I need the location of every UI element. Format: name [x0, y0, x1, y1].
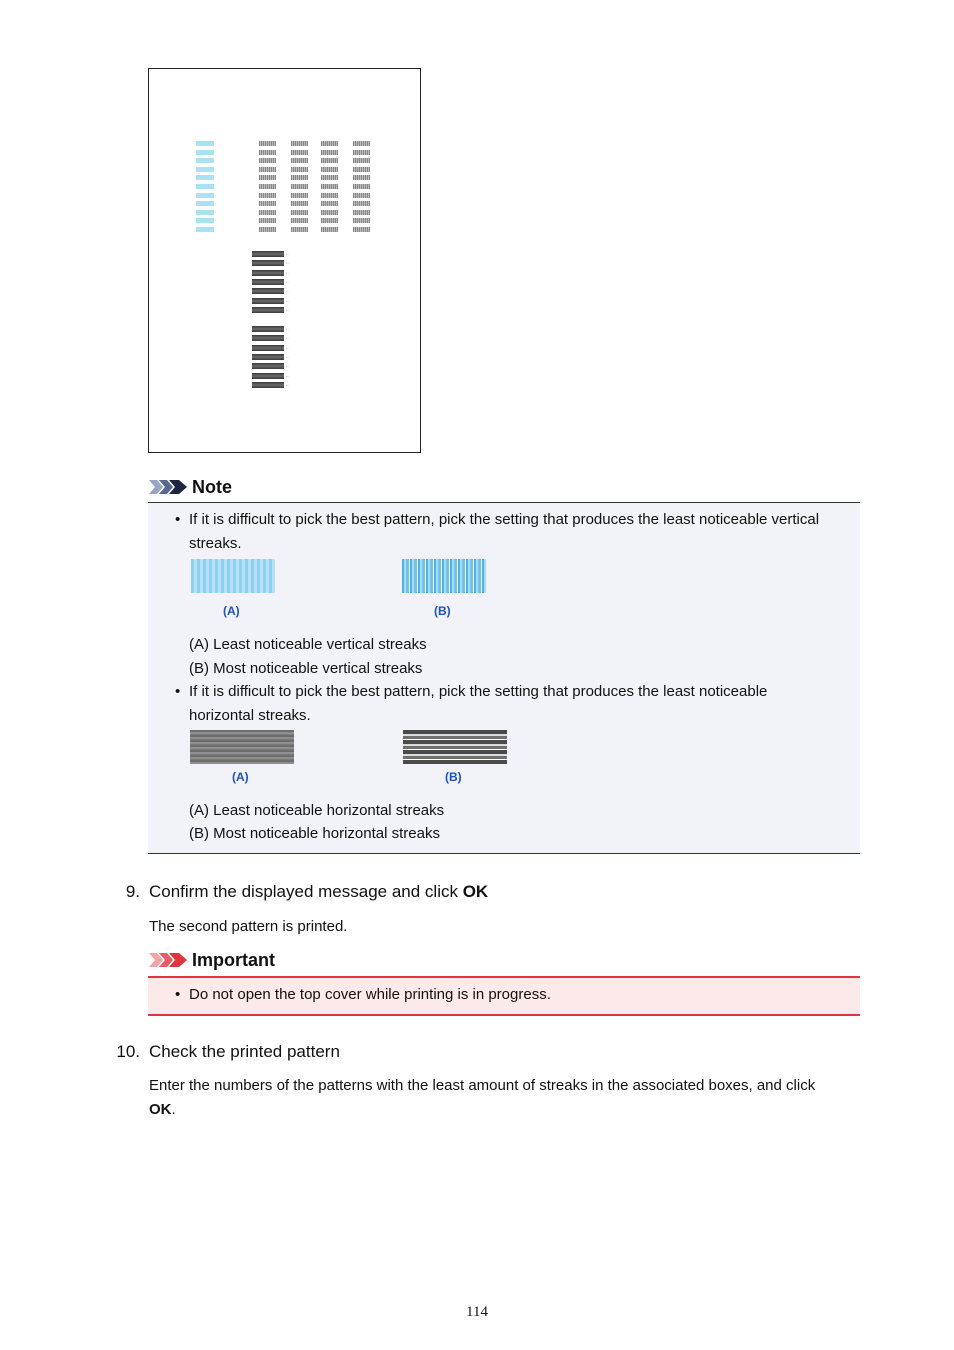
pattern-patch	[353, 167, 370, 172]
pattern-patch	[353, 210, 370, 215]
arrow-marker: ←	[285, 372, 290, 379]
pattern-patch	[252, 251, 284, 257]
important-title: Important	[192, 950, 275, 970]
pattern-patch	[259, 184, 276, 189]
pattern-patch	[196, 175, 214, 180]
pattern-patch	[321, 184, 338, 189]
arrow-marker: ←	[285, 326, 290, 332]
pattern-patch	[252, 335, 284, 341]
note-bullet-1-cont: streaks.	[189, 535, 242, 552]
pattern-patch	[291, 201, 308, 206]
pattern-patch	[291, 218, 308, 223]
pattern-patch	[252, 363, 284, 369]
arrow-marker: ←	[285, 363, 290, 370]
pattern-patch	[252, 288, 284, 294]
pattern-patch	[353, 184, 370, 189]
pattern-patch	[259, 193, 276, 198]
bullet-glyph: •	[175, 683, 181, 700]
pattern-patch	[252, 298, 284, 304]
step-9-title	[149, 881, 488, 903]
pattern-patch	[353, 193, 370, 198]
horizontal-caption-a: (A)	[232, 770, 249, 784]
pattern-patch	[252, 260, 284, 266]
step-10-body-line1: Enter the numbers of the patterns with the least amount of streaks in the associated boxes, and click	[149, 1077, 816, 1094]
pattern-patch	[353, 150, 370, 155]
pattern-patch	[291, 193, 308, 198]
pattern-patch	[353, 158, 370, 163]
pattern-patch	[196, 193, 214, 198]
pattern-patch	[252, 279, 284, 285]
pattern-patch	[321, 141, 338, 146]
pattern-patch	[196, 210, 214, 215]
arrow-marker: ←	[285, 381, 290, 388]
arrow-marker: ←	[285, 288, 290, 295]
pattern-patch	[291, 227, 308, 232]
pattern-patch	[353, 175, 370, 180]
pattern-patch	[252, 307, 284, 313]
important-box	[148, 976, 860, 1016]
pattern-patch	[259, 218, 276, 223]
pattern-patch	[321, 227, 338, 232]
pattern-patch	[353, 141, 370, 146]
note-title: Note	[192, 477, 232, 497]
vertical-desc-a: (A) Least noticeable vertical streaks	[189, 636, 427, 653]
ok-keyword: OK	[462, 882, 489, 901]
pattern-patch	[291, 150, 308, 155]
pattern-patch	[321, 150, 338, 155]
pattern-patch	[259, 150, 276, 155]
pattern-patch	[196, 218, 214, 223]
period: .	[171, 1101, 176, 1118]
pattern-patch	[196, 141, 214, 146]
pattern-patch	[196, 158, 214, 163]
arrow-marker: ←	[285, 335, 290, 342]
pattern-patch	[259, 175, 276, 180]
arrow-marker: ←	[285, 269, 290, 276]
note-bullet-1: If it is difficult to pick the best pattern, pick the setting that produces the least noticeable vertical	[189, 511, 820, 528]
pattern-patch	[196, 201, 214, 206]
vertical-caption-b: (B)	[434, 604, 451, 618]
note-bullet-2-cont: horizontal streaks.	[189, 707, 311, 724]
pattern-patch	[252, 382, 284, 388]
pattern-patch	[353, 201, 370, 206]
pattern-patch	[252, 345, 284, 351]
pattern-patch	[252, 326, 284, 332]
arrow-marker: ←	[285, 306, 290, 313]
ok-keyword: OK	[149, 1101, 172, 1118]
pattern-patch	[291, 210, 308, 215]
pattern-patch	[259, 158, 276, 163]
step-10-title: Check the printed pattern	[149, 1042, 340, 1061]
pattern-patch	[321, 158, 338, 163]
pattern-patch	[259, 167, 276, 172]
pattern-patch	[196, 150, 214, 155]
page-number: 114	[466, 1304, 488, 1320]
arrow-marker: ←	[285, 260, 290, 267]
pattern-patch	[321, 167, 338, 172]
note-chevrons-icon	[149, 479, 189, 495]
bullet-glyph: •	[175, 986, 181, 1003]
pattern-patch	[196, 184, 214, 189]
pattern-patch	[291, 158, 308, 163]
step-10-body-line2	[149, 1098, 176, 1122]
vertical-streak-sample-b	[402, 559, 486, 593]
vertical-streak-sample-a	[191, 559, 275, 593]
horizontal-streak-sample-a	[190, 730, 294, 764]
important-chevrons-icon	[149, 952, 189, 968]
arrow-marker: ←	[285, 353, 290, 360]
pattern-patch	[321, 193, 338, 198]
note-bullet-2: If it is difficult to pick the best pattern, pick the setting that produces the least noticeable	[189, 683, 768, 700]
pattern-patch	[196, 167, 214, 172]
horizontal-streak-sample-b	[403, 730, 507, 764]
pattern-patch	[291, 175, 308, 180]
pattern-patch	[252, 373, 284, 379]
pattern-patch	[196, 227, 214, 232]
note-box	[148, 502, 860, 854]
pattern-patch	[353, 227, 370, 232]
pattern-patch	[259, 141, 276, 146]
step-9-title-text: Confirm the displayed message and click	[149, 882, 463, 901]
arrow-marker: ←	[285, 251, 290, 257]
pattern-patch	[321, 210, 338, 215]
important-bullet: Do not open the top cover while printing is in progress.	[189, 986, 551, 1003]
horizontal-caption-b: (B)	[445, 770, 462, 784]
bullet-glyph: •	[175, 511, 181, 528]
step-number: 9.	[125, 882, 140, 901]
arrow-marker: ←	[285, 344, 290, 351]
vertical-desc-b: (B) Most noticeable vertical streaks	[189, 660, 423, 677]
pattern-patch	[321, 175, 338, 180]
horizontal-desc-a: (A) Least noticeable horizontal streaks	[189, 802, 445, 819]
arrow-marker: ←	[285, 278, 290, 285]
step-number: 10.	[116, 1042, 140, 1061]
pattern-patch	[252, 354, 284, 360]
pattern-patch	[321, 218, 338, 223]
arrow-marker: ←	[285, 297, 290, 304]
step-9-body: The second pattern is printed.	[149, 918, 348, 935]
horizontal-desc-b: (B) Most noticeable horizontal streaks	[189, 825, 440, 842]
pattern-patch	[353, 218, 370, 223]
alignment-sheet-figure	[148, 68, 421, 453]
pattern-patch	[291, 167, 308, 172]
pattern-patch	[259, 210, 276, 215]
pattern-patch	[291, 184, 308, 189]
pattern-patch	[291, 141, 308, 146]
pattern-patch	[259, 201, 276, 206]
pattern-patch	[259, 227, 276, 232]
pattern-patch	[252, 270, 284, 276]
pattern-patch	[321, 201, 338, 206]
vertical-caption-a: (A)	[223, 604, 240, 618]
